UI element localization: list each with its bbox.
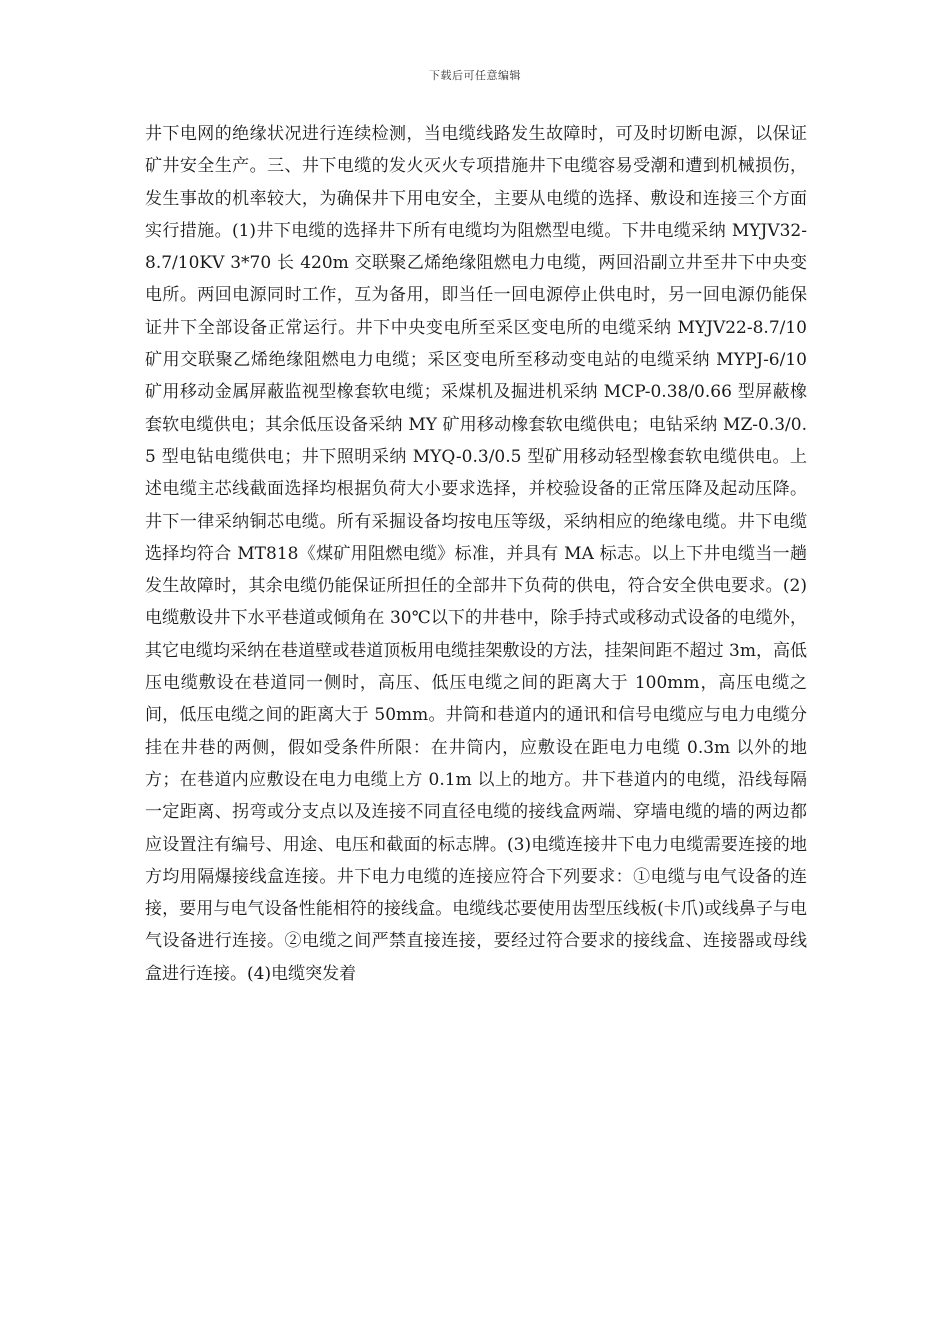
page-header-note: 下载后可任意编辑: [429, 69, 521, 82]
body-paragraph: 井下电网的绝缘状况进行连续检测，当电缆线路发生故障时，可及时切断电源，以保证矿井安全生产。三、井下电缆的发火灭火专项措施井下电缆容易受潮和遭到机械损伤，发生事故的机率较大，为确保井下用电安全，主要从电缆的选择、敷设和连接三个方面实行措施。(1)井下电缆的选择井下所有电缆均为阻燃型电缆。下井电缆采纳 MYJV32-8.7/10KV 3*70 长 420m 交联聚乙烯绝缘阻燃电力电缆，两回沿副立井至井下中央变电所。两回电源同时工作，互为备用，即当任一回电源停止供电时，另一回电源仍能保证井下全部设备正常运行。井下中央变电所至采区变电所的电缆采纳 MYJV22-8.7/10 矿用交联聚乙烯绝缘阻燃电力电缆；采区变电所至移动变电站的电缆采纳 MYPJ-6/10 矿用移动金属屏蔽监视型橡套软电缆；采煤机及掘进机采纳 MCP-0.38/0.66 型屏蔽橡套软电缆供电；其余低压设备采纳 MY 矿用移动橡套软电缆供电；电钻采纳 MZ-0.3/0.5 型电钻电缆供电；井下照明采纳 MYQ-0.3/0.5 型矿用移动轻型橡套软电缆供电。上述电缆主芯线截面选择均根据负荷大小要求选择，并校验设备的正常压降及起动压降。井下一律采纳铜芯电缆。所有采掘设备均按电压等级，采纳相应的绝缘电缆。井下电缆选择均符合 MT818《煤矿用阻燃电缆》标准，并具有 MA 标志。以上下井电缆当一趟发生故障时，其余电缆仍能保证所担任的全部井下负荷的供电，符合安全供电要求。(2)电缆敷设井下水平巷道或倾角在 30℃以下的井巷中，除手持式或移动式设备的电缆外，其它电缆均采纳在巷道壁或巷道顶板用电缆挂架敷设的方法，挂架间距不超过 3m，高低压电缆敷设在巷道同一侧时，高压、低压电缆之间的距离大于 100mm，高压电缆之间，低压电缆之间的距离大于 50mm。井筒和巷道内的通讯和信号电缆应与电力电缆分挂在井巷的两侧，假如受条件所限：在井筒内，应敷设在距电力电缆 0.3m 以外的地方；在巷道内应敷设在电力电缆上方 0.1m 以上的地方。井下巷道内的电缆，沿线每隔一定距离、拐弯或分支点以及连接不同直径电缆的接线盒两端、穿墙电缆的墙的两边都应设置注有编号、用途、电压和截面的标志牌。(3)电缆连接井下电力电缆需要连接的地方均用隔爆接线盒连接。井下电力电缆的连接应符合下列要求：①电缆与电气设备的连接，要用与电气设备性能相符的接线盒。电缆线芯要使用齿型压线板(卡爪)或线鼻子与电气设备进行连接。②电缆之间严禁直接连接，要经过符合要求的接线盒、连接器或母线盒进行连接。(4)电缆突发着: [145, 124, 807, 984]
